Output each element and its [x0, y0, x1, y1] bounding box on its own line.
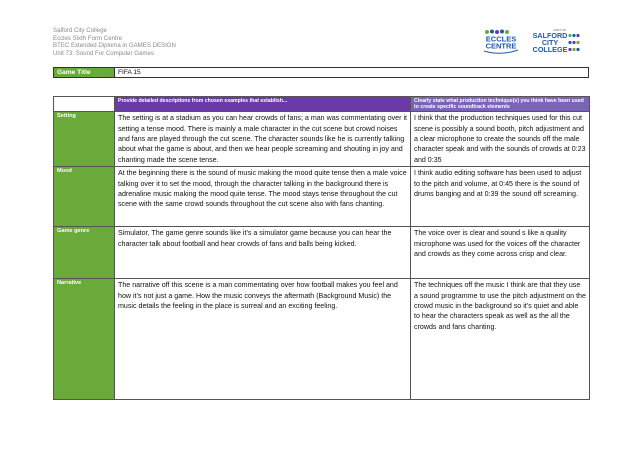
row-label-setting: Setting [54, 112, 115, 167]
course-name: BTEC Extended Diploma in GAMES DESIGN [53, 42, 176, 50]
techniques-column-header: Clearly state what production technique(s) you think have been used to create specific soundtrack elements [411, 97, 590, 112]
mood-description: At the beginning there is the sound of music making the mood quite tense then a male voice talking over it to set the mood, through the character talking in the background there is adrenaline music making the mood quite tense. The mood stays tense throughout the cut scene with the same crowd sounds throughout the cut scene also with fans chanting. [115, 167, 411, 227]
row-label-narrative: Narrative [54, 279, 115, 400]
game-title-row [53, 67, 589, 78]
svg-text:CENTRE: CENTRE [485, 41, 517, 51]
svg-text:SALFORD: SALFORD [532, 31, 568, 40]
salford-city-college-logo [530, 27, 582, 55]
game-title-value: FIFA 15 [118, 69, 141, 76]
descriptions-column-header: Provide detailed descriptions from chosen examples that establish... [115, 97, 411, 112]
eccles-centre-logo [481, 29, 521, 55]
analysis-table [53, 96, 590, 400]
setting-description: The setting is at a stadium as you can hear crowds of fans; a man was commentating over it setting a tense mood. There is mainly a male character in the cut scene but crowd noises and fans are played through the cut scene. The character sounds like he is currently talking about what the game is about, and then we hear people screaming and shouting in joy and chanting made the scene tense. [115, 112, 411, 167]
setting-technique: I think that the production techniques used for this cut scene is possibly a sound booth, pitch adjustment and a clear microphone to create the sounds off the male character speak and with the sounds of crowds at 0:23 and 0:35 [411, 112, 590, 167]
table-row-setting [54, 112, 590, 167]
svg-text:CITY: CITY [541, 38, 559, 47]
college-name: Salford City College [53, 27, 107, 34]
svg-text:ECCLES: ECCLES [485, 34, 517, 44]
table-row-narrative [54, 279, 590, 400]
row-label-mood: Mood [54, 167, 115, 227]
header-blank-cell [54, 97, 115, 112]
game-genre-description: Simulator, The game genre sounds like it’s a simulator game because you can hear the character talk about football and hear crowds of fans and balls being kicked. [115, 227, 411, 279]
game-title-label: Game Title [54, 68, 115, 77]
table-row-mood [54, 167, 590, 227]
game-genre-technique: The voice over is clear and sound s like a quality microphone was used for the voices off the character and crowds as they come across crisp and clear. [411, 227, 590, 279]
narrative-technique: The techniques off the music I think are that they use a sound programme to use the pitch adjustment on the crowd music in the background so it’s quiet and able to hear the characters speak as well as the all the crowds and fans chanting. [411, 279, 590, 400]
table-header-row [54, 97, 590, 112]
document-header [53, 27, 176, 57]
table-row-game-genre [54, 227, 590, 279]
mood-technique: I think audio editing software has been used to adjust to the pitch and volume, at 0:45 there is the sound of drums banging and at 0:39 the sound off screaming. [411, 167, 590, 227]
svg-text:COLLEGE: COLLEGE [532, 45, 568, 54]
row-label-game-genre: Game genre [54, 227, 115, 279]
centre-name: Eccles Sixth Form Centre [53, 34, 123, 42]
unit-name: Unit 73: Sound For Computer Games [53, 49, 154, 57]
narrative-description: The narrative off this scene is a man commentating over how football makes you feel and how it’s not just a game. How the music conveys the aftermath (Background Music) the music details the feeling in the place is surreal and an exciting feeling. [115, 279, 411, 400]
svg-text:PART OF: PART OF [553, 28, 567, 32]
